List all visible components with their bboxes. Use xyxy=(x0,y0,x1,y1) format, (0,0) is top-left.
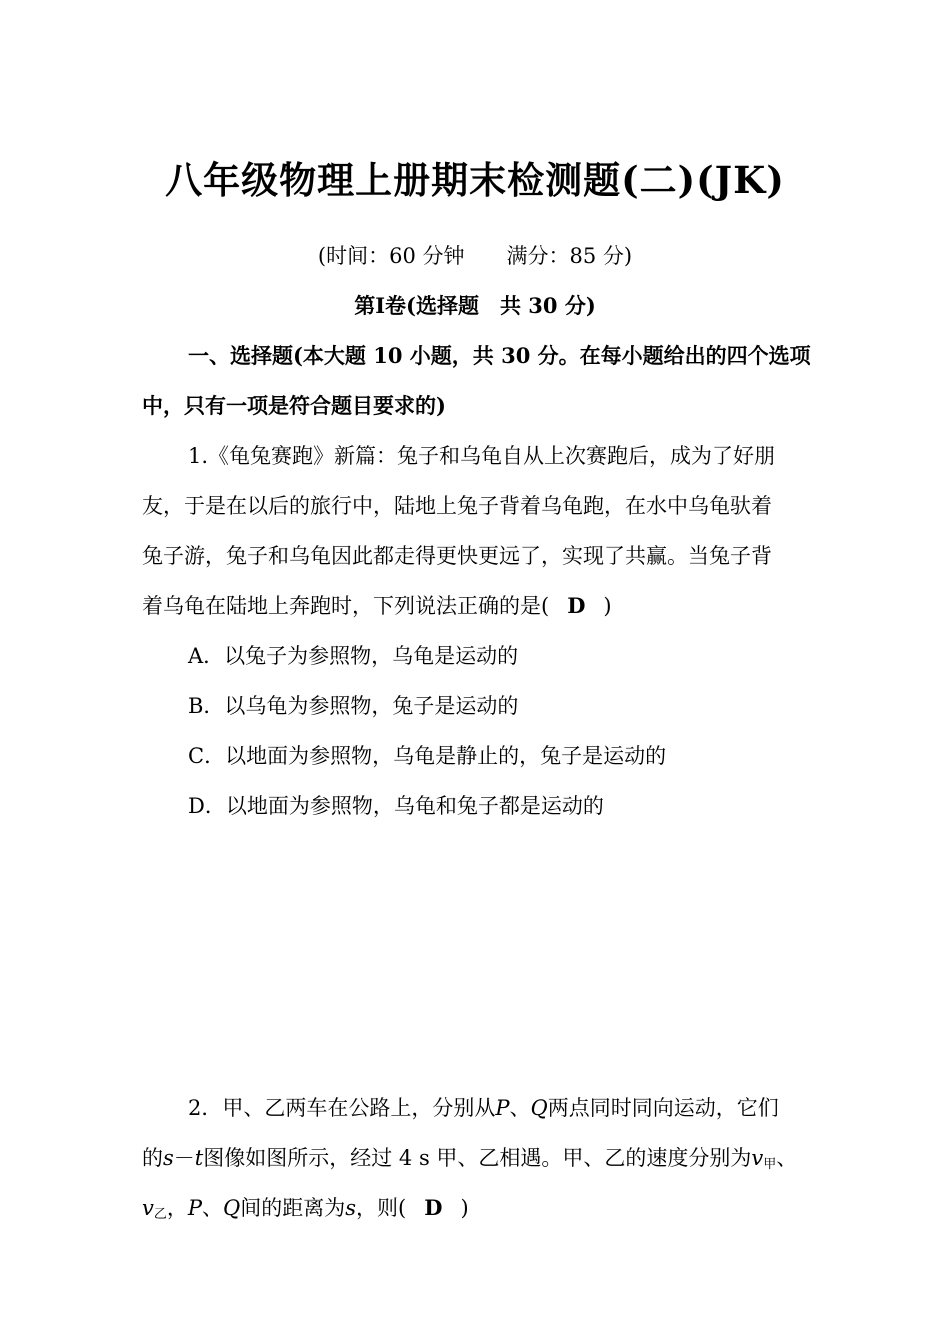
dash: － xyxy=(173,1146,195,1170)
page-title: 八年级物理上册期末检测题(二)(JK) xyxy=(165,158,785,202)
separator: 、 xyxy=(202,1196,224,1220)
question-2-text: 图像如图所示，经过 4 s 甲、乙相遇。甲、乙的速度分别为 xyxy=(203,1146,752,1170)
question-2-line-2 xyxy=(142,1142,797,1172)
question-2-text: 间的距离为 xyxy=(240,1196,346,1220)
subscript-jia: 甲 xyxy=(763,1157,777,1172)
question-2-text: 两点同时同向运动，它们 xyxy=(547,1096,779,1120)
point-q: Q xyxy=(530,1096,548,1120)
subscript-yi: 乙 xyxy=(153,1207,167,1222)
question-1-option-a: A．以兔子为参照物，乌龟是运动的 xyxy=(188,644,519,668)
question-2-paren-close: ) xyxy=(460,1196,469,1220)
separator: 、 xyxy=(776,1146,798,1170)
question-1-paren-close: ) xyxy=(603,594,612,618)
symbol-s: s xyxy=(345,1196,357,1220)
question-2-text: ，则( xyxy=(356,1196,407,1220)
section-instruction-line-1: 一、选择题(本大题 10 小题，共 30 分。在每小题给出的四个选项 xyxy=(188,343,811,368)
section-instruction-line-2: 中，只有一项是符合题目要求的) xyxy=(142,393,446,418)
question-1-line-2: 友，于是在以后的旅行中，陆地上兔子背着乌龟跑，在水中乌龟驮着 xyxy=(142,494,772,518)
separator: 、 xyxy=(509,1096,531,1120)
point-q: Q xyxy=(223,1196,241,1220)
exam-meta: (时间：60 分钟 满分：85 分) xyxy=(317,244,633,268)
question-2-line-1 xyxy=(188,1092,779,1122)
symbol-s: s xyxy=(163,1146,174,1170)
point-p: P xyxy=(187,1196,203,1220)
question-1-stem-end: 着乌龟在陆地上奔跑时，下列说法正确的是( xyxy=(142,594,550,618)
comma: ， xyxy=(166,1196,188,1220)
question-2-line-3 xyxy=(142,1192,469,1222)
symbol-v: v xyxy=(751,1146,764,1170)
part-heading: 第Ⅰ卷(选择题 共 30 分) xyxy=(354,293,596,318)
question-1-option-d: D．以地面为参照物，乌龟和兔子都是运动的 xyxy=(188,794,604,818)
question-2-answer: D xyxy=(424,1195,443,1220)
question-2-text: 2．甲、乙两车在公路上，分别从 xyxy=(188,1096,496,1120)
point-p: P xyxy=(495,1096,510,1120)
question-2-text: 的 xyxy=(142,1146,163,1170)
symbol-v: v xyxy=(142,1196,154,1220)
question-1-answer: D xyxy=(567,593,586,618)
question-1-option-c: C．以地面为参照物，乌龟是静止的，兔子是运动的 xyxy=(188,744,667,768)
question-1-line-1: 1.《龟兔赛跑》新篇：兔子和乌龟自从上次赛跑后，成为了好朋 xyxy=(188,444,776,468)
question-1-line-4 xyxy=(142,590,612,620)
symbol-t: t xyxy=(194,1146,204,1170)
question-1-line-3: 兔子游，兔子和乌龟因此都走得更快更远了，实现了共赢。当兔子背 xyxy=(142,544,772,568)
question-1-option-b: B．以乌龟为参照物，兔子是运动的 xyxy=(188,694,519,718)
